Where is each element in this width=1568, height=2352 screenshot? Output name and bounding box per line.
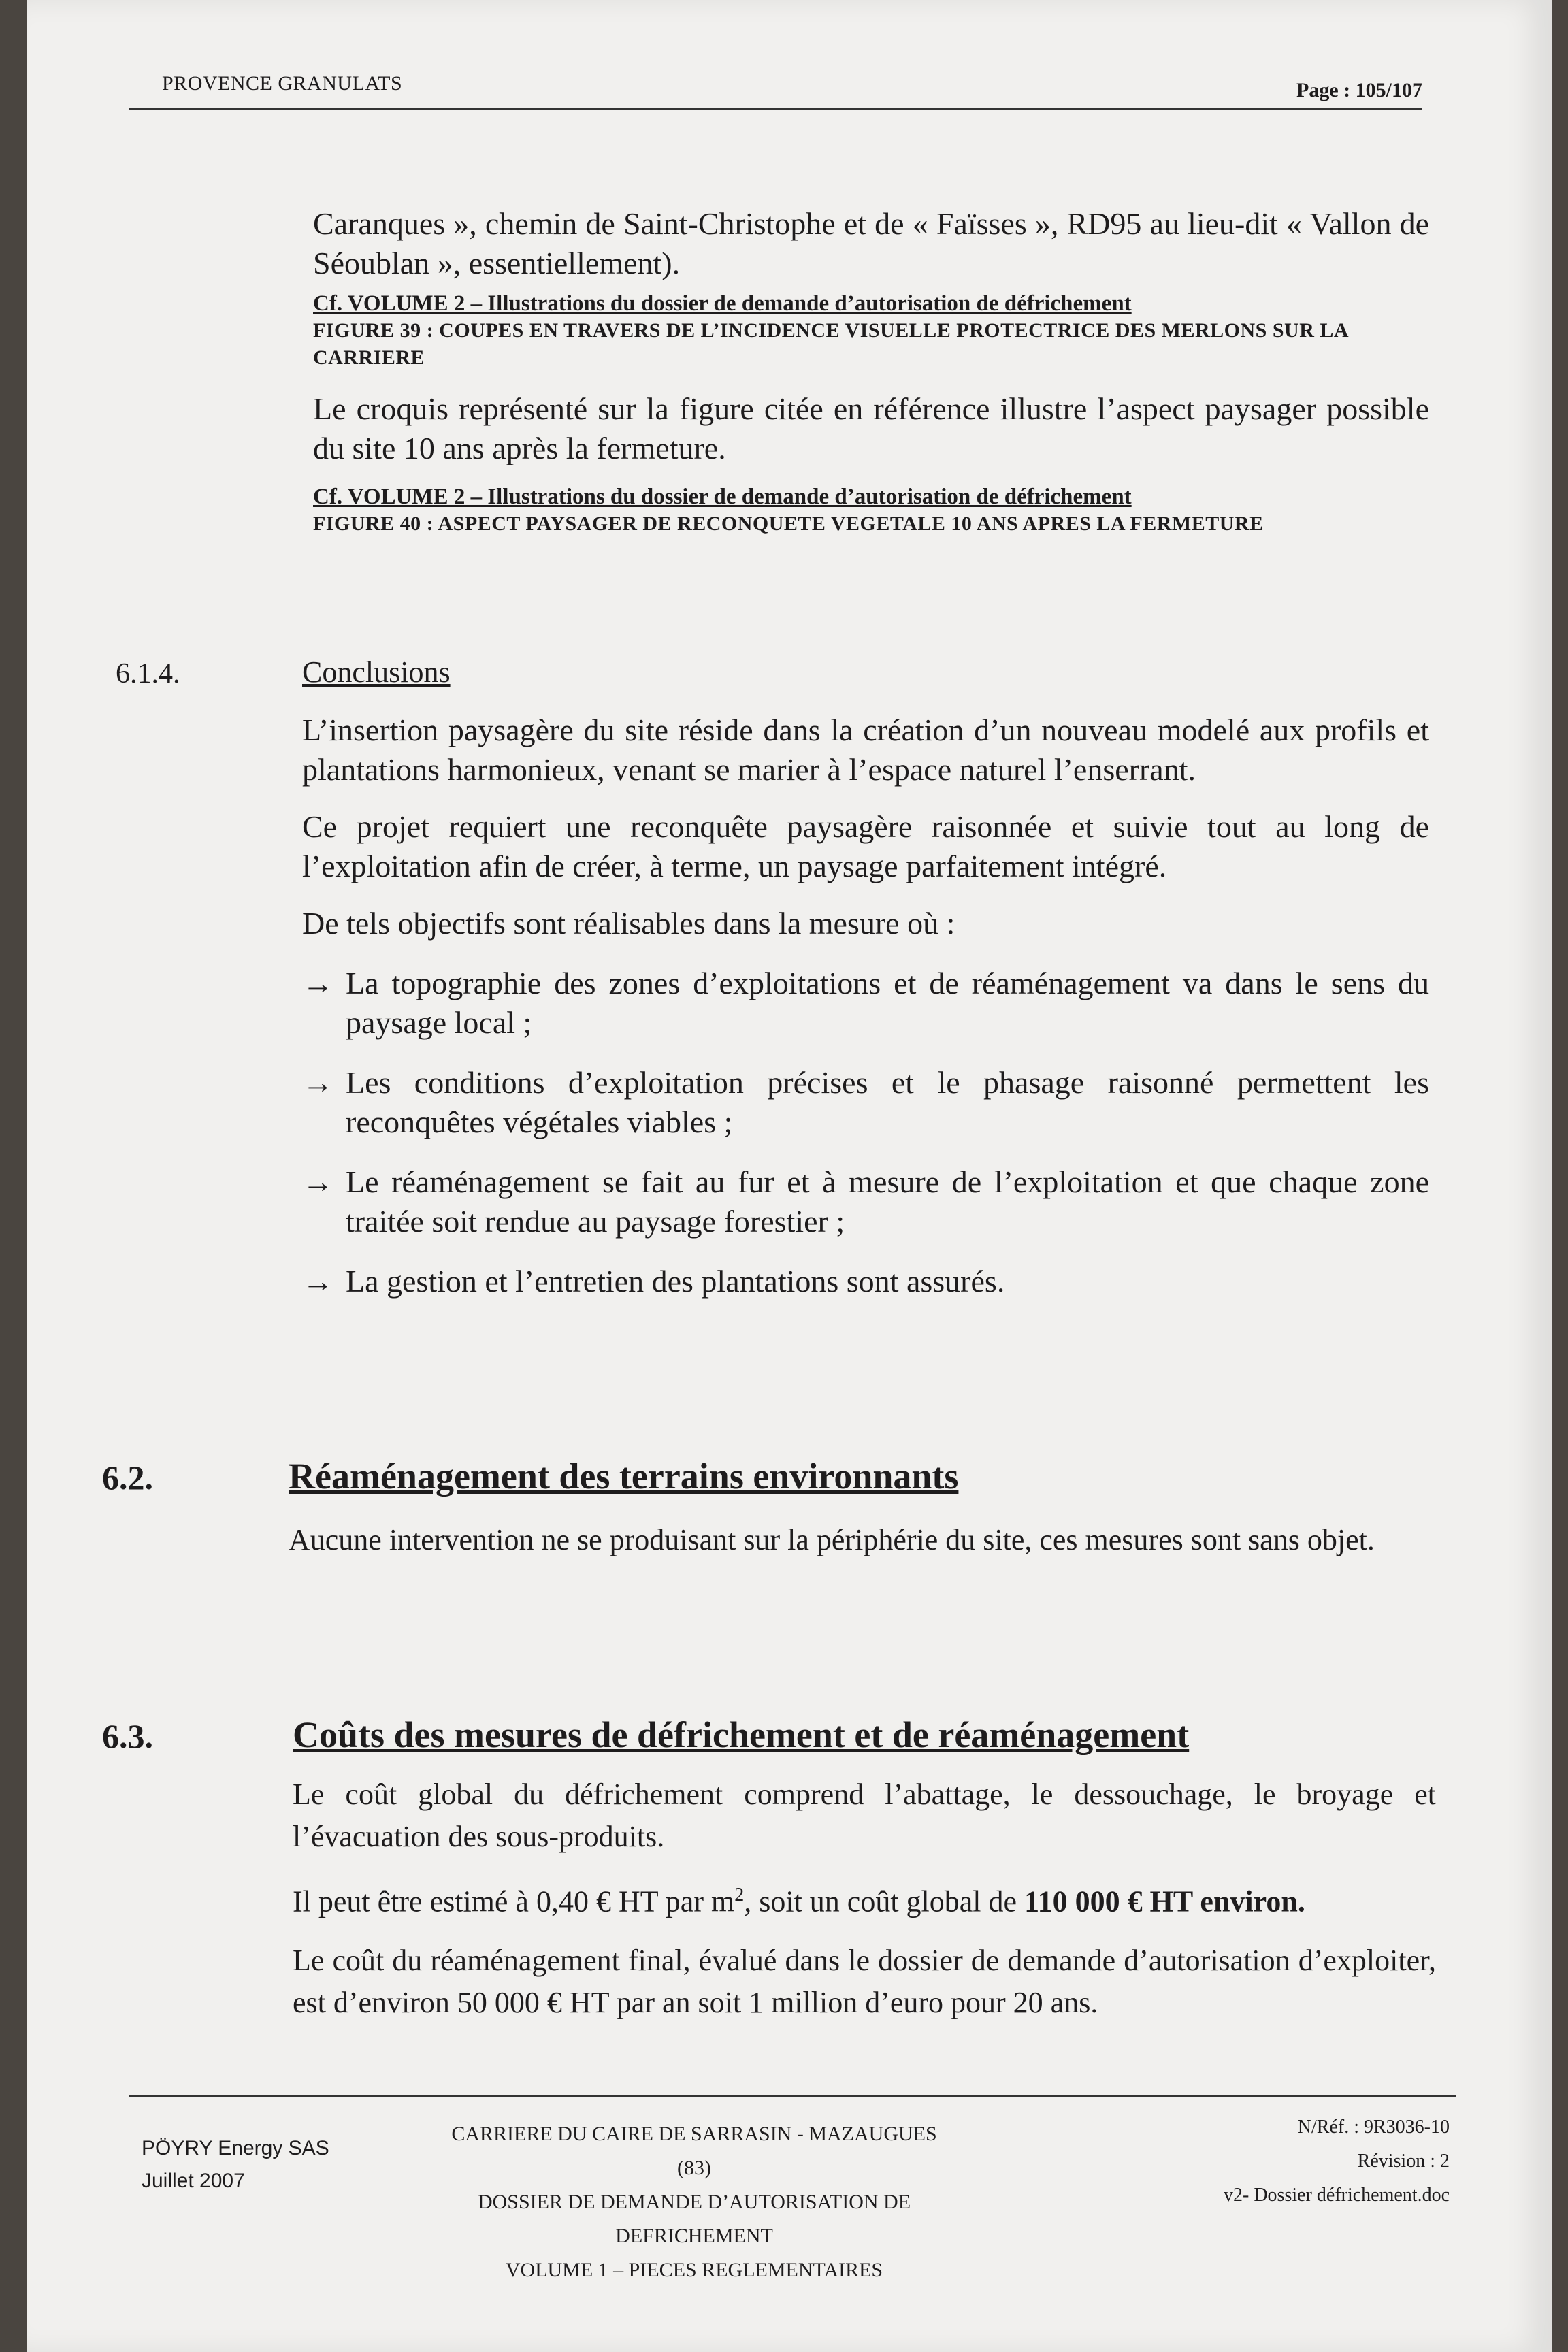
section-6-3-body — [293, 1774, 1436, 2024]
footer-volume: VOLUME 1 – PIECES REGLEMENTAIRES — [505, 2259, 883, 2281]
conclusions-paragraph-3: De tels objectifs sont réalisables dans la mesure où : — [302, 906, 956, 941]
section-title-6-2: Réaménagement des terrains environnants — [289, 1456, 959, 1497]
footer-date: Juillet 2007 — [142, 2170, 245, 2192]
reference-volume-2-second: Cf. VOLUME 2 – Illustrations du dossier de demande d’autorisation de défrichement — [313, 485, 1132, 509]
page-footer — [129, 2095, 1456, 2281]
section-title-6-3: Coûts des mesures de défrichement et de réaménagement — [293, 1714, 1190, 1755]
subsection-number: 6.1.4. — [116, 658, 180, 689]
section-number-6-2: 6.2. — [102, 1458, 153, 1497]
arrow-icon: → — [302, 966, 333, 1000]
list-item — [302, 1162, 1429, 1241]
footer-filename: v2- Dossier défrichement.doc — [1224, 2185, 1450, 2206]
list-item-text: Le réaménagement se fait au fur et à mesure de l’exploitation et que chaque zone traitée soit rendue au paysage forestier ; — [346, 1164, 1429, 1239]
total-cost: 110 000 € HT environ. — [1024, 1884, 1305, 1918]
intro-paragraph: Le croquis représenté sur la figure citée en référence illustre l’aspect paysager possible du site 10 ans après la fermeture. — [313, 391, 1429, 466]
list-item — [302, 1262, 1429, 1301]
header-page-number: Page : 105/107 — [1296, 79, 1422, 101]
footer-left — [142, 2132, 329, 2198]
list-item-text: Les conditions d’exploitation précises et le phasage raisonné permettent les reconquêtes végétales viables ; — [346, 1065, 1429, 1139]
section-6-2-body — [289, 1519, 1432, 1561]
section-number-6-3: 6.3. — [102, 1717, 153, 1755]
reference-volume-2: Cf. VOLUME 2 – Illustrations du dossier de demande d’autorisation de défrichement — [313, 291, 1132, 316]
section-6-2-text: Aucune intervention ne se produisant sur la périphérie du site, ces mesures sont sans objet. — [289, 1523, 1375, 1556]
section-6-3-paragraph-3: Le coût du réaménagement final, évalué dans le dossier de demande d’autorisation d’exploiter, est d’environ 50 000 € HT par an soit 1 million d’euro pour 20 ans. — [293, 1943, 1436, 2019]
arrow-icon: → — [302, 1164, 333, 1199]
footer-company: PÖYRY Energy SAS — [142, 2137, 329, 2159]
section-6-3-paragraph-1: Le coût global du défrichement comprend l’abattage, le dessouchage, le broyage et l’évacuation des sous-produits. — [293, 1778, 1436, 1853]
intro-text: Caranques », chemin de Saint-Christophe et de « Faïsses », RD95 au lieu-dit « Vallon de Séoublan », essentiellement). — [313, 206, 1429, 280]
arrow-icon: → — [302, 1264, 333, 1298]
header-company: PROVENCE GRANULATS — [162, 72, 403, 95]
reference-figure-40: FIGURE 40 : ASPECT PAYSAGER DE RECONQUETE VEGETALE 10 ANS APRES LA FERMETURE — [313, 512, 1264, 535]
list-item — [302, 1063, 1429, 1142]
intro-block — [313, 204, 1429, 538]
footer-reference: N/Réf. : 9R3036-10 — [1297, 2117, 1450, 2138]
footer-revision: Révision : 2 — [1357, 2151, 1450, 2172]
document-page — [27, 0, 1552, 2352]
footer-dossier: DOSSIER DE DEMANDE D’AUTORISATION DE DEFRICHEMENT — [477, 2191, 911, 2247]
list-item-text: La gestion et l’entretien des plantations sont assurés. — [346, 1264, 1005, 1298]
page-header — [129, 67, 1422, 110]
conclusions-paragraph-2: Ce projet requiert une reconquête paysagère raisonnée et suivie tout au long de l’exploitation afin de créer, à terme, un paysage parfaitement intégré. — [302, 809, 1429, 883]
subsection-title: Conclusions — [302, 655, 451, 689]
arrow-icon: → — [302, 1065, 333, 1100]
list-item — [302, 964, 1429, 1043]
footer-right — [1224, 2110, 1450, 2212]
reference-figure-39: FIGURE 39 : COUPES EN TRAVERS DE L’INCIDENCE VISUELLE PROTECTRICE DES MERLONS SUR LA CARRIERE — [313, 319, 1348, 369]
conclusions-paragraph-1: L’insertion paysagère du site réside dans la création d’un nouveau modelé aux profils et plantations harmonieux, venant se marier à l’espace naturel l’enserrant. — [302, 713, 1429, 787]
footer-center — [436, 2117, 953, 2287]
section-6-3-paragraph-2: Il peut être estimé à 0,40 € HT par $m^2$, soit un coût global de 110 000 € HT environ. — [293, 1884, 1305, 1918]
conclusions-block — [302, 710, 1429, 1322]
footer-project: CARRIERE DU CAIRE DE SARRASIN - MAZAUGUES (83) — [451, 2123, 937, 2179]
list-item-text: La topographie des zones d’exploitations et de réaménagement va dans le sens du paysage local ; — [346, 966, 1429, 1040]
